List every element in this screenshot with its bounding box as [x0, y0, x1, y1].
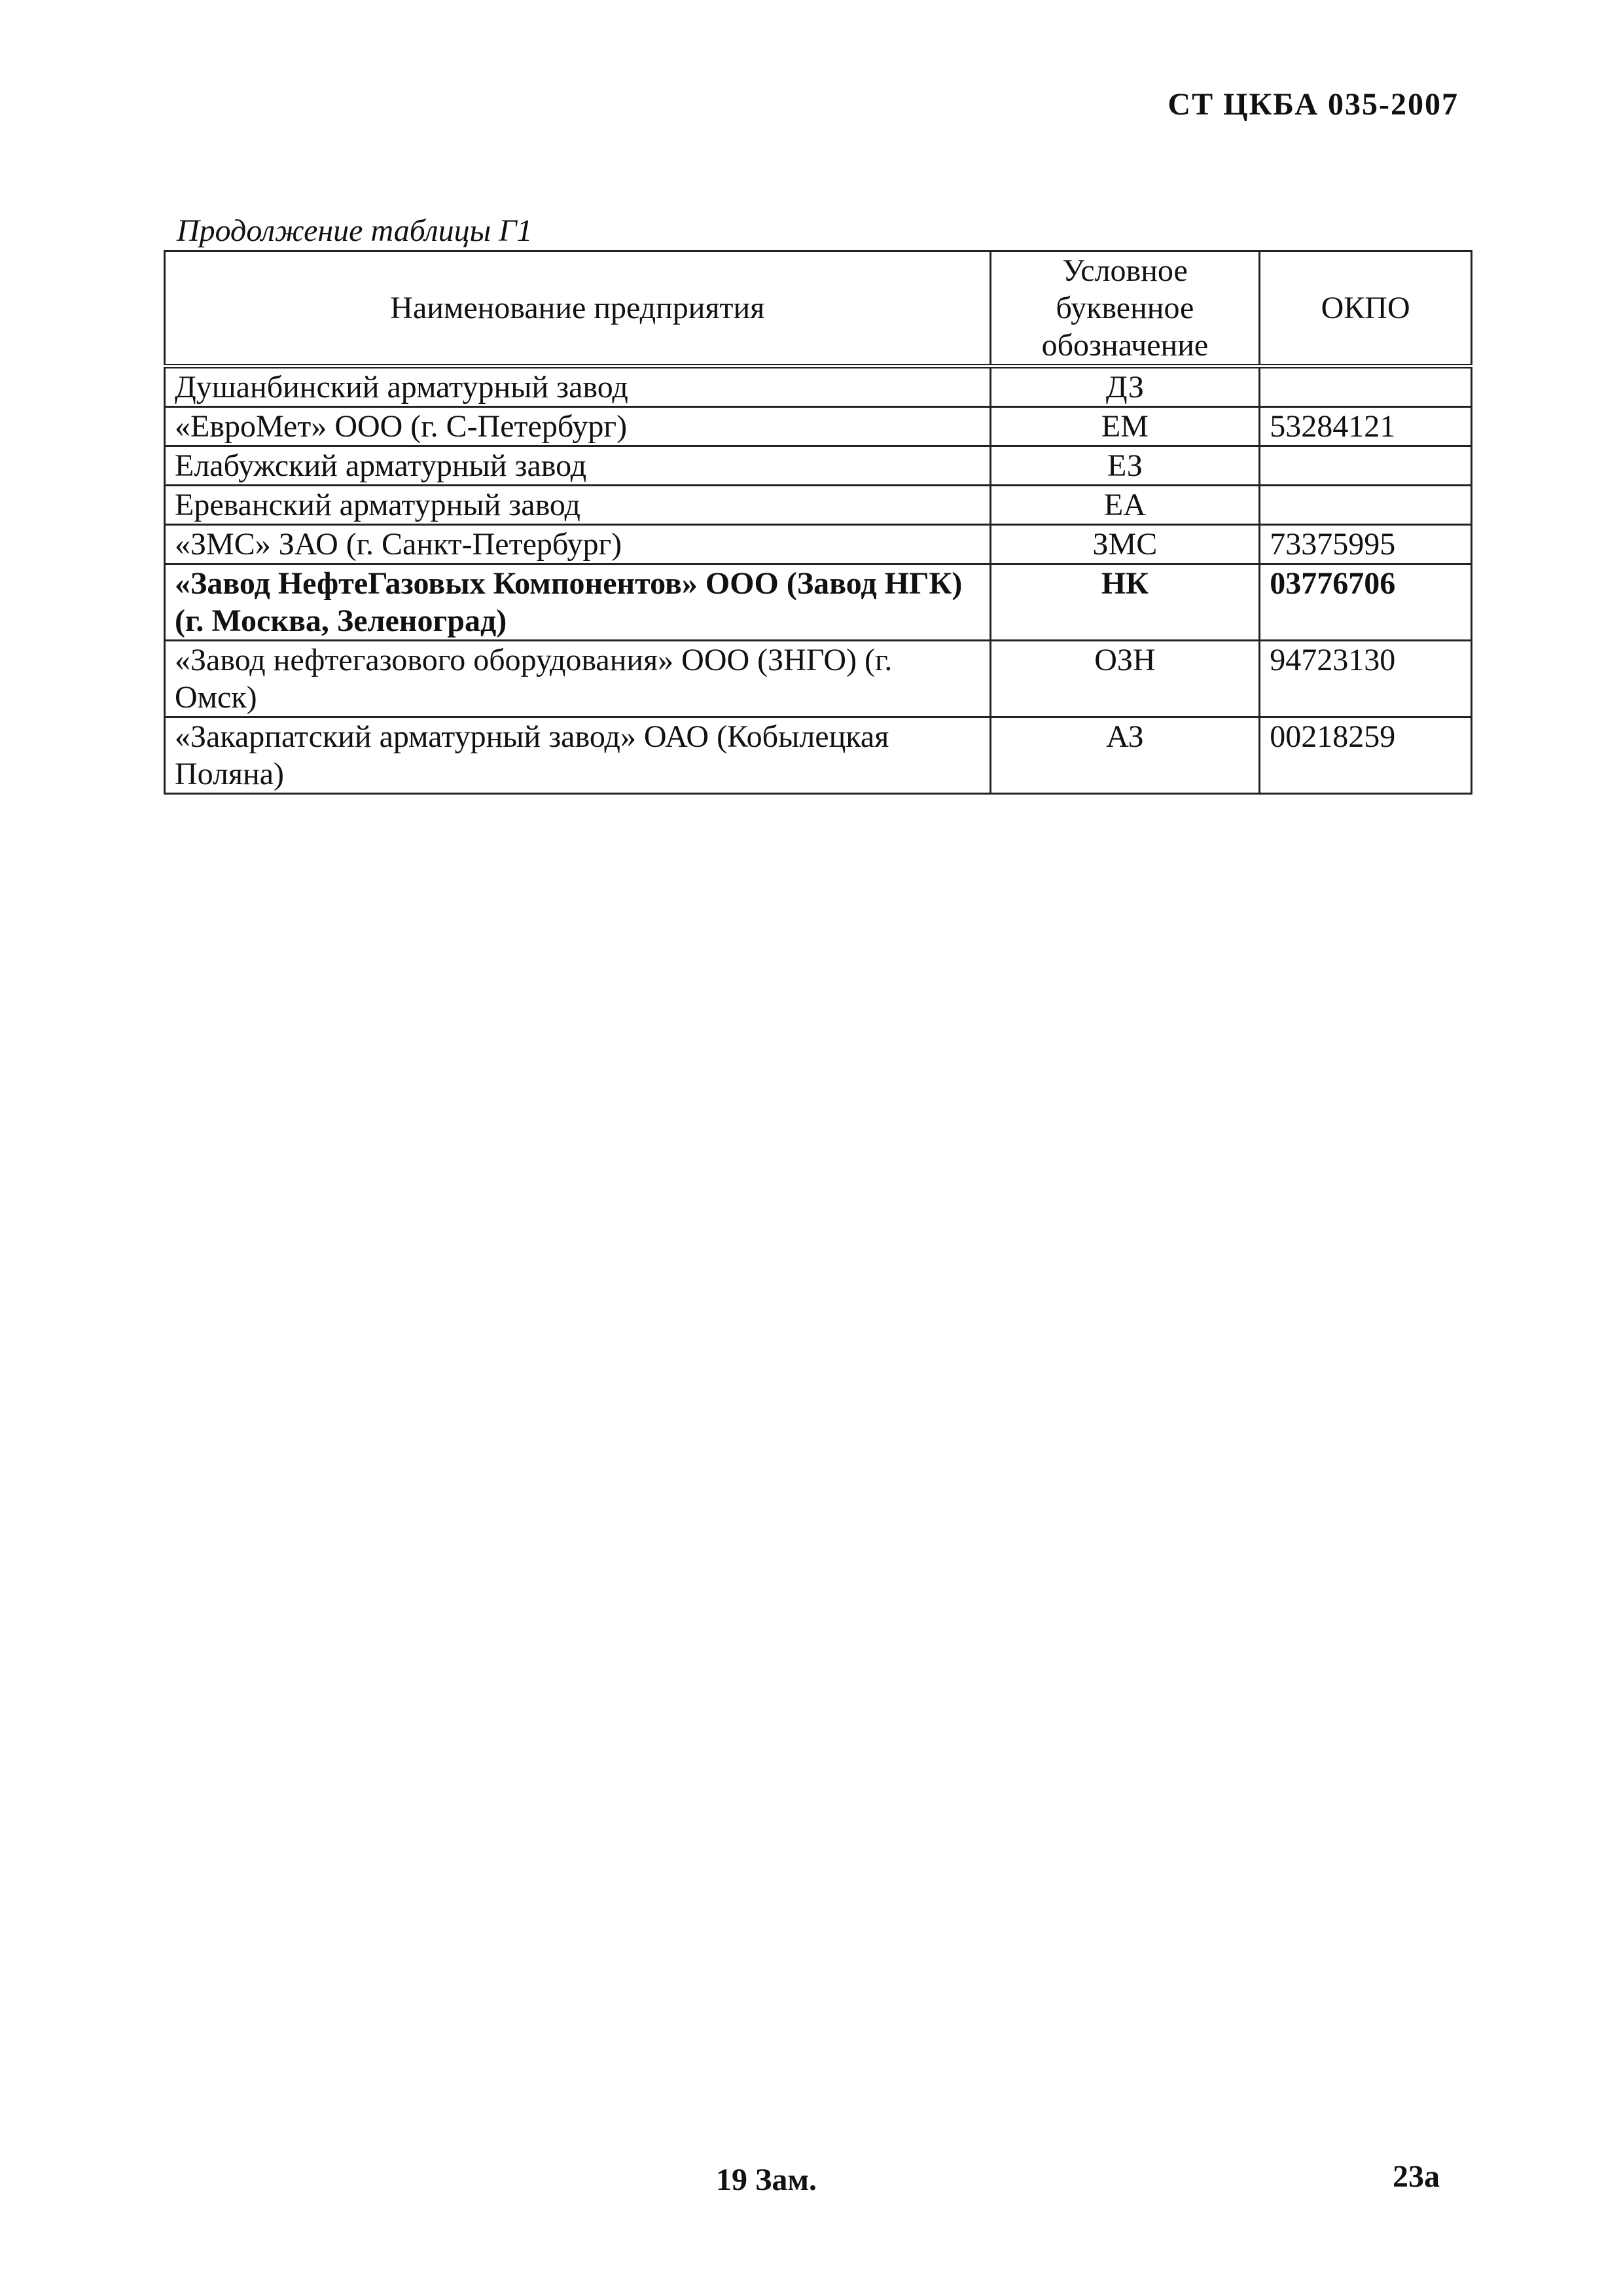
cell-okpo — [1260, 446, 1472, 486]
cell-letter-code: ЗМС — [990, 525, 1260, 564]
cell-okpo: 00218259 — [1260, 717, 1472, 794]
cell-letter-code: ЕМ — [990, 407, 1260, 446]
table-row — [165, 486, 1472, 525]
cell-okpo: 03776706 — [1260, 564, 1472, 641]
enterprise-table-container — [164, 250, 1472, 795]
cell-enterprise-name: «Завод НефтеГазовых Компонентов» ООО (Завод НГК) (г. Москва, Зеленоград) — [165, 564, 991, 641]
header-enterprise-name: Наименование предприятия — [165, 251, 991, 367]
table-row — [165, 641, 1472, 717]
cell-okpo — [1260, 486, 1472, 525]
cell-okpo: 73375995 — [1260, 525, 1472, 564]
document-code: СТ ЦКБА 035-2007 — [1168, 87, 1459, 122]
cell-okpo: 53284121 — [1260, 407, 1472, 446]
cell-enterprise-name: Елабужский арматурный завод — [165, 446, 991, 486]
page-number: 23а — [1393, 2159, 1440, 2194]
cell-enterprise-name: Ереванский арматурный завод — [165, 486, 991, 525]
table-row — [165, 717, 1472, 794]
cell-letter-code: ДЗ — [990, 367, 1260, 407]
cell-letter-code: ЕЗ — [990, 446, 1260, 486]
cell-enterprise-name: «Завод нефтегазового оборудования» ООО (ЗНГО) (г. Омск) — [165, 641, 991, 717]
table-row — [165, 446, 1472, 486]
header-letter-code: Условное буквенное обозначение — [990, 251, 1260, 367]
header-okpo: ОКПО — [1260, 251, 1472, 367]
table-body — [165, 367, 1472, 794]
cell-letter-code: ОЗН — [990, 641, 1260, 717]
cell-enterprise-name: «ЗМС» ЗАО (г. Санкт-Петербург) — [165, 525, 991, 564]
cell-okpo — [1260, 367, 1472, 407]
table-row — [165, 407, 1472, 446]
cell-letter-code: АЗ — [990, 717, 1260, 794]
table-caption: Продолжение таблицы Г1 — [177, 213, 533, 248]
change-note: 19 Зам. — [716, 2162, 817, 2197]
table-row — [165, 564, 1472, 641]
cell-enterprise-name: «Закарпатский арматурный завод» ОАО (Кобылецкая Поляна) — [165, 717, 991, 794]
table-row — [165, 525, 1472, 564]
table-header-row — [165, 251, 1472, 367]
cell-enterprise-name: «ЕвроМет» ООО (г. С-Петербург) — [165, 407, 991, 446]
enterprise-table — [164, 250, 1472, 795]
cell-enterprise-name: Душанбинский арматурный завод — [165, 367, 991, 407]
cell-letter-code: ЕА — [990, 486, 1260, 525]
cell-letter-code: НК — [990, 564, 1260, 641]
table-row — [165, 367, 1472, 407]
cell-okpo: 94723130 — [1260, 641, 1472, 717]
